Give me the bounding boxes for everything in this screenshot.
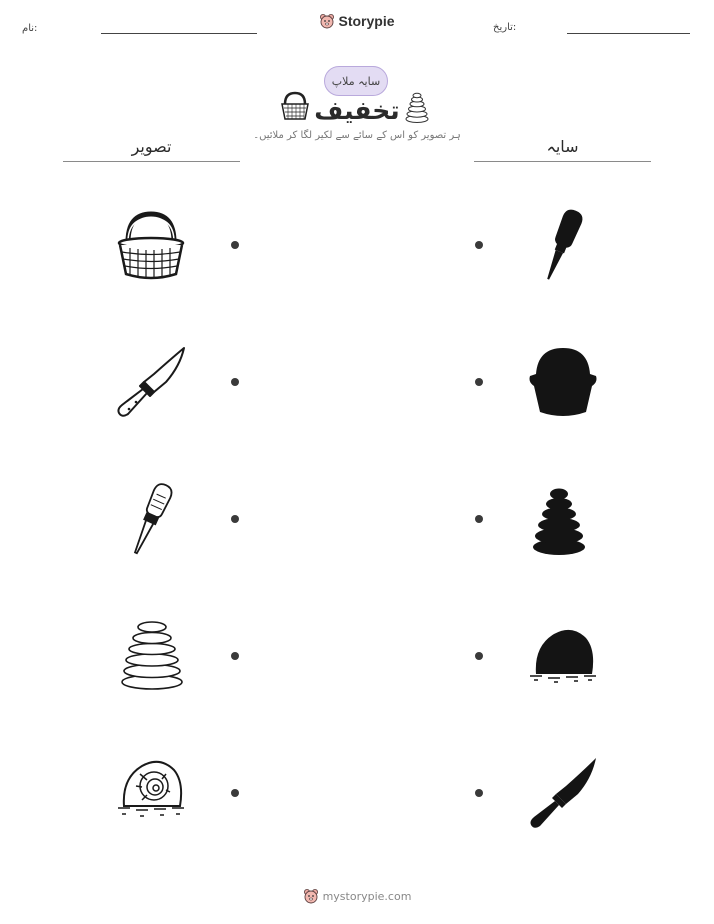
shadow-dot-5[interactable] (475, 789, 483, 797)
brand (0, 13, 714, 29)
knife-icon (114, 344, 188, 420)
shadow-dot-2[interactable] (475, 378, 483, 386)
basket-shadow-icon (526, 346, 600, 418)
storypie-logo-icon (319, 13, 335, 29)
shadow-column-header: سایہ (546, 137, 579, 156)
picture-dot-4[interactable] (231, 652, 239, 660)
shadow-dot-4[interactable] (475, 652, 483, 660)
snail-shell-icon (114, 756, 188, 820)
snail-shell-shadow-icon (526, 624, 600, 686)
date-line[interactable] (567, 33, 690, 34)
stone-stack-icon (118, 616, 186, 692)
footer-url[interactable]: mystorypie.com (322, 889, 412, 903)
shadow-column-underline (474, 161, 651, 162)
knife-shadow-icon (526, 756, 600, 832)
stone-stack-shadow-icon (530, 483, 588, 557)
dropper-shadow-icon (534, 206, 590, 284)
date-label: تاریخ: (493, 22, 517, 33)
brand-name: Storypie (338, 13, 395, 29)
dropper-icon (124, 480, 178, 558)
picture-column-underline (63, 161, 240, 162)
shadow-dot-1[interactable] (475, 241, 483, 249)
activity-badge: سایہ ملاپ (324, 66, 388, 96)
picture-dot-1[interactable] (231, 241, 239, 249)
shadow-dot-3[interactable] (475, 515, 483, 523)
footer (0, 888, 714, 904)
picture-dot-5[interactable] (231, 789, 239, 797)
basket-icon (114, 208, 188, 282)
name-label: نام: (22, 23, 38, 34)
storypie-footer-logo-icon (303, 888, 319, 904)
instruction-text: ہر تصویر کو اس کے سائے سے لکیر لگا کر ملائیں۔ (253, 130, 461, 141)
picture-dot-2[interactable] (231, 378, 239, 386)
worksheet-title: تخفیف (314, 96, 400, 125)
picture-column-header: تصویر (131, 137, 172, 156)
picture-dot-3[interactable] (231, 515, 239, 523)
name-line[interactable] (101, 33, 257, 34)
